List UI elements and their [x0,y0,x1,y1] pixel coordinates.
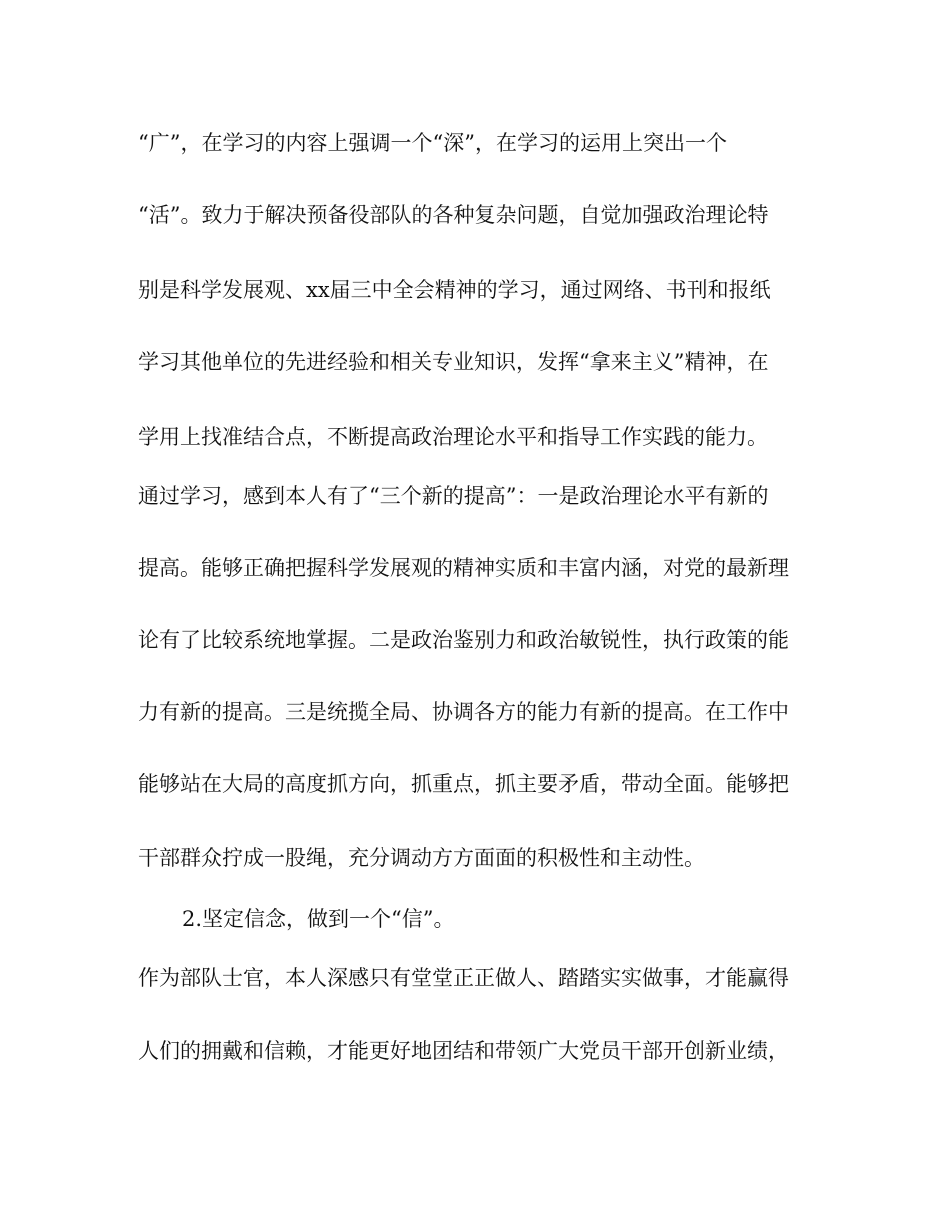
text-line: “广”，在学习的内容上强调一个“深”，在学习的运用上突出一个 [138,131,727,155]
text-line: 学用上找准结合点，不断提高政治理论水平和指导工作实践的能力。 [138,425,768,449]
section-heading: 2.坚定信念，做到一个“信”。 [182,907,455,931]
text-line: 学习其他单位的先进经验和相关专业知识，发挥“拿来主义”精神，在 [138,350,769,374]
text-line: 提高。能够正确把握科学发展观的精神实质和丰富内涵，对党的最新理 [138,556,789,580]
text-line: 作为部队士官，本人深感只有堂堂正正做人、踏踏实实做事，才能赢得 [138,966,789,990]
text-line: 通过学习，感到本人有了“三个新的提高”：一是政治理论水平有新的 [138,484,769,508]
text-line: “活”。致力于解决预备役部队的各种复杂问题，自觉加强政治理论特 [138,203,769,227]
text-line: 人们的拥戴和信赖，才能更好地团结和带领广大党员干部开创新业绩， [138,1039,789,1063]
text-line: 别是科学发展观、xx届三中全会精神的学习，通过网络、书刊和报纸 [138,278,771,302]
text-line: 干部群众拧成一股绳，充分调动方方面面的积极性和主动性。 [138,846,705,870]
text-line: 力有新的提高。三是统揽全局、协调各方的能力有新的提高。在工作中 [138,700,789,724]
text-line: 能够站在大局的高度抓方向，抓重点，抓主要矛盾，带动全面。能够把 [138,772,789,796]
text-line: 论有了比较系统地掌握。二是政治鉴别力和政治敏锐性，执行政策的能 [138,628,789,652]
